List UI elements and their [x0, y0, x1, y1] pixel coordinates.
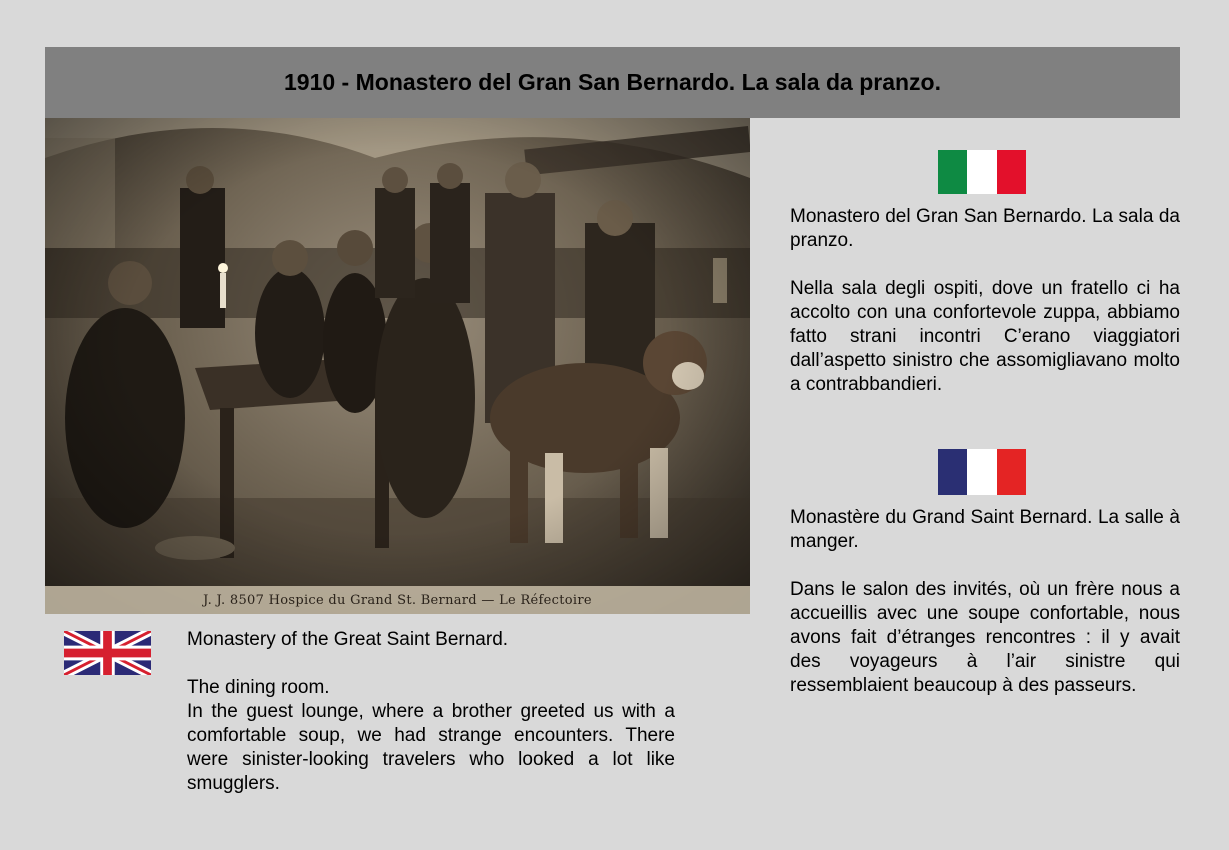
english-heading: Monastery of the Great Saint Bernard. — [187, 629, 509, 650]
french-text — [790, 506, 1180, 698]
english-text — [187, 628, 675, 796]
french-body: Dans le salon des invités, où un frère nous a accueillis avec une soupe confortable, nous avons fait d’étranges rencontres : il y avait des voyageurs à l’air sinistre qui ressemblaient beaucoup à des passeurs. — [790, 579, 1180, 696]
english-body: In the guest lounge, where a brother greeted us with a comfortable soup, we had strange encounters. There were sinister-looking travelers who looked a lot like smugglers. — [187, 701, 675, 794]
italian-body: Nella sala degli ospiti, dove un fratello ci ha accolto con una confortevole zuppa, abbiamo fatto strani incontri C’erano viaggiatori dall’aspetto sinistro che assomigliavano molto a contrabbandieri. — [790, 278, 1180, 395]
french-flag-icon — [938, 449, 1026, 495]
french-heading: Monastère du Grand Saint Bernard. La salle à manger. — [790, 507, 1180, 552]
italian-text — [790, 205, 1180, 397]
historical-photo — [45, 118, 750, 614]
uk-flag-icon — [64, 631, 151, 675]
english-subheading: The dining room. — [187, 677, 330, 698]
italian-flag-icon — [938, 150, 1026, 194]
page-title: 1910 - Monastero del Gran San Bernardo. La sala da pranzo. — [284, 69, 941, 95]
italian-heading: Monastero del Gran San Bernardo. La sala da pranzo. — [790, 206, 1180, 251]
page-header — [45, 47, 1180, 118]
photo-caption: J. J. 8507 Hospice du Grand St. Bernard — Le Réfectoire — [203, 593, 592, 608]
refectory-scene-illustration — [45, 118, 750, 614]
